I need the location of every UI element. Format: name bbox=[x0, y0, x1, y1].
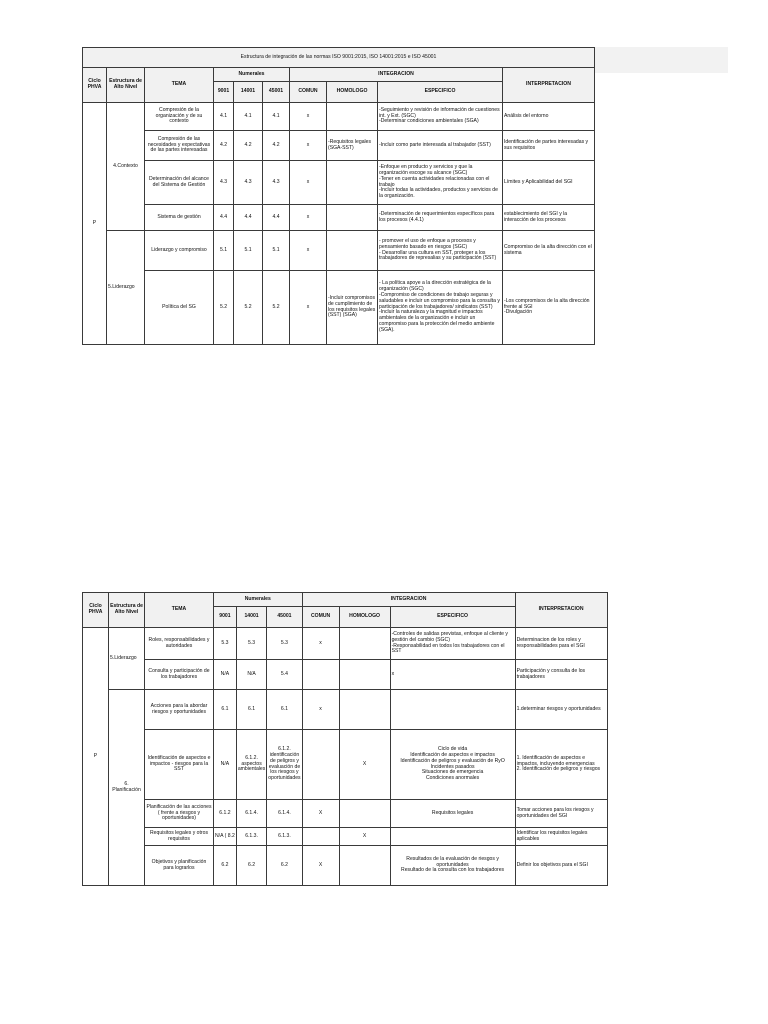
n14001-cell: 5.3 bbox=[236, 628, 266, 660]
homologo-cell: -Incluir compromisos de cumplimiento de los requisitos legales (SST) (SGA) bbox=[327, 271, 378, 345]
tema-cell: Requisitos legales y otros requisitos bbox=[145, 828, 214, 846]
group-cell: 4.Contexto bbox=[107, 103, 145, 231]
table-row bbox=[83, 231, 595, 271]
n9001-cell: 5.2 bbox=[214, 271, 234, 345]
table-row bbox=[83, 800, 608, 828]
n9001-cell: N/A bbox=[214, 660, 237, 690]
tema-cell: Política del SG bbox=[145, 271, 214, 345]
interpretacion-cell: Análisis del entorno bbox=[503, 103, 595, 131]
homologo-cell: X bbox=[339, 730, 390, 800]
comun-cell: x bbox=[290, 131, 327, 161]
homologo-cell bbox=[327, 103, 378, 131]
n14001-cell: 5.1 bbox=[234, 231, 263, 271]
header-45001: 45001 bbox=[267, 607, 302, 628]
n14001-cell: 6.1 bbox=[236, 690, 266, 730]
especifico-cell: -Controles de salidas previstas, enfoque al cliente y gestión del cambio (SGC) -Responsabilidad en todos los trabajadores con el SST bbox=[390, 628, 515, 660]
header-homologo: HOMOLOGO bbox=[339, 607, 390, 628]
tema-cell: Compresión de las necesidades y expectativas de las partes interesadas bbox=[145, 131, 214, 161]
comun-cell: x bbox=[290, 231, 327, 271]
interpretacion-cell: -Los compromisos de la alta dirección frente al SGI -Divulgación bbox=[503, 271, 595, 345]
header-especifico: ESPECIFICO bbox=[378, 82, 503, 103]
comun-cell: x bbox=[290, 103, 327, 131]
header-especifico: ESPECIFICO bbox=[390, 607, 515, 628]
table-title: Estructura de integración de las normas ISO 9001:2015, ISO 14001:2015 e ISO 45001 bbox=[83, 48, 595, 68]
tema-cell: Objetivos y planificación para lograrlos bbox=[145, 846, 214, 886]
tema-cell: Consulta y participación de los trabajadores bbox=[145, 660, 214, 690]
n9001-cell: 4.4 bbox=[214, 205, 234, 231]
header-homologo: HOMOLOGO bbox=[327, 82, 378, 103]
phase-cell: P bbox=[83, 628, 109, 886]
n14001-cell: 4.2 bbox=[234, 131, 263, 161]
n14001-cell: 5.2 bbox=[234, 271, 263, 345]
n14001-cell: N/A bbox=[236, 660, 266, 690]
table-row bbox=[83, 131, 595, 161]
n45001-cell: 6.1 bbox=[267, 690, 302, 730]
table-row bbox=[83, 205, 595, 231]
tema-cell: Sistema de gestión bbox=[145, 205, 214, 231]
group-cell: 6. Planificación bbox=[109, 690, 145, 886]
homologo-cell bbox=[327, 205, 378, 231]
n9001-cell: 5.1 bbox=[214, 231, 234, 271]
n45001-cell: 6.2 bbox=[267, 846, 302, 886]
especifico-cell bbox=[390, 690, 515, 730]
n45001-cell: 4.3 bbox=[263, 161, 290, 205]
especifico-cell: - La política apoye a la dirección estratégica de la organización (SGC) -Compromiso de condiciones de trabajo seguras y saludables e incluir un compromiso para la consulta y participación de los trabajadores/ sindicatos (SST) -Incluir la naturaleza y la magnitud e impactos ambientales de la organización e incluir un compromiso para la protección del medio ambiente (SGA). bbox=[378, 271, 503, 345]
interpretacion-cell: 1.determinar riesgos y oportunidades bbox=[515, 690, 607, 730]
n14001-cell: 4.3 bbox=[234, 161, 263, 205]
n9001-cell: 4.1 bbox=[214, 103, 234, 131]
table-row bbox=[83, 846, 608, 886]
n45001-cell: 6.1.3. bbox=[267, 828, 302, 846]
n9001-cell: N/A bbox=[214, 730, 237, 800]
header-14001: 14001 bbox=[234, 82, 263, 103]
comun-cell bbox=[302, 828, 339, 846]
n45001-cell: 6.1.2. identificación de peligros y evaluación de los riesgos y oportunidades bbox=[267, 730, 302, 800]
header-interpretacion: INTERPRETACION bbox=[503, 68, 595, 103]
homologo-cell bbox=[339, 628, 390, 660]
n45001-cell: 5.2 bbox=[263, 271, 290, 345]
n14001-cell: 4.4 bbox=[234, 205, 263, 231]
especifico-cell bbox=[390, 828, 515, 846]
table-row bbox=[83, 271, 595, 345]
interpretacion-cell: Definir los objetivos para el SGI bbox=[515, 846, 607, 886]
header-estructura: Estructura de Alto Nivel bbox=[107, 68, 145, 103]
especifico-cell: -Determinación de requerimientos específicos para los procesos (4.4.1) bbox=[378, 205, 503, 231]
n9001-cell: N/A ( 8.2 bbox=[214, 828, 237, 846]
homologo-cell: X bbox=[339, 828, 390, 846]
integration-table-2 bbox=[82, 592, 608, 886]
homologo-cell: -Requisitos legales (SGA-SST) bbox=[327, 131, 378, 161]
header-integracion: INTEGRACION bbox=[290, 68, 503, 82]
header-estructura: Estructura de Alto Nivel bbox=[109, 593, 145, 628]
integration-table-1 bbox=[82, 47, 595, 345]
n45001-cell: 5.1 bbox=[263, 231, 290, 271]
header-tema: TEMA bbox=[145, 68, 214, 103]
header-numerales: Numerales bbox=[214, 593, 303, 607]
header-9001: 9001 bbox=[214, 82, 234, 103]
table-row bbox=[83, 828, 608, 846]
especifico-cell: Resultados de la evaluación de riesgos y oportunidades Resultado de la consulta con los trabajadores bbox=[390, 846, 515, 886]
n45001-cell: 4.2 bbox=[263, 131, 290, 161]
especifico-cell: -Enfoque en producto y servicios y que la organización escoge su alcance (SGC) -Tener en cuenta actividades relacionadas con el trabajo -Incluir todas la actividades, productos y servicios de la organización. bbox=[378, 161, 503, 205]
especifico-cell: -Seguimiento y revisión de información de cuestiones int. y Ext. (SGC) -Determinar condiciones ambientales (SGA) bbox=[378, 103, 503, 131]
homologo-cell bbox=[339, 660, 390, 690]
group-cell: 5.Liderazgo bbox=[107, 231, 145, 345]
comun-cell bbox=[302, 660, 339, 690]
interpretacion-cell: Límites y Aplicabilidad del SGI bbox=[503, 161, 595, 205]
table-row bbox=[83, 660, 608, 690]
especifico-cell: -Incluir como parte interesada al trabajador (SST) bbox=[378, 131, 503, 161]
group-cell: 5.Liderazgo bbox=[109, 628, 145, 690]
n9001-cell: 4.2 bbox=[214, 131, 234, 161]
header-14001: 14001 bbox=[236, 607, 266, 628]
table-row bbox=[83, 161, 595, 205]
header-comun: COMUN bbox=[302, 607, 339, 628]
especifico-cell: Requisitos legales bbox=[390, 800, 515, 828]
tema-cell: Determinación del alcance del Sistema de Gestión bbox=[145, 161, 214, 205]
n45001-cell: 6.1.4. bbox=[267, 800, 302, 828]
header-integracion: INTEGRACION bbox=[302, 593, 515, 607]
interpretacion-cell: establecimiento del SGI y la interacción de los procesos bbox=[503, 205, 595, 231]
interpretacion-cell: 1. Identificación de aspectos e impactos, incluyendo emergencias 2. Identificación de peligros y riesgos bbox=[515, 730, 607, 800]
n9001-cell: 5.3 bbox=[214, 628, 237, 660]
comun-cell: X bbox=[302, 800, 339, 828]
n9001-cell: 6.1 bbox=[214, 690, 237, 730]
n45001-cell: 4.4 bbox=[263, 205, 290, 231]
comun-cell: x bbox=[290, 161, 327, 205]
n14001-cell: 4.1 bbox=[234, 103, 263, 131]
header-9001: 9001 bbox=[214, 607, 237, 628]
comun-cell: x bbox=[290, 271, 327, 345]
homologo-cell bbox=[339, 800, 390, 828]
header-45001: 45001 bbox=[263, 82, 290, 103]
homologo-cell bbox=[327, 231, 378, 271]
n14001-cell: 6.1.3. bbox=[236, 828, 266, 846]
comun-cell: x bbox=[302, 628, 339, 660]
sheet-shaded-strip bbox=[592, 47, 728, 73]
comun-cell: X bbox=[302, 846, 339, 886]
especifico-cell: Ciclo de vida Identificación de aspectos e impactos Identificación de peligros y evaluación de RyO Incidentes pasados Situaciones de emergencia Condiciones anormales bbox=[390, 730, 515, 800]
header-tema: TEMA bbox=[145, 593, 214, 628]
header-interpretacion: INTERPRETACION bbox=[515, 593, 607, 628]
table-row bbox=[83, 690, 608, 730]
homologo-cell bbox=[327, 161, 378, 205]
n14001-cell: 6.2 bbox=[236, 846, 266, 886]
tema-cell: Liderazgo y compromiso bbox=[145, 231, 214, 271]
interpretacion-cell: Identificar los requisitos legales aplicables bbox=[515, 828, 607, 846]
interpretacion-cell: Identificación de partes interesadas y sus requisitos bbox=[503, 131, 595, 161]
header-ciclo: Ciclo PHVA bbox=[83, 68, 107, 103]
phase-cell: P bbox=[83, 103, 107, 345]
interpretacion-cell: Determinacion de los roles y responsabilidades para el SGI bbox=[515, 628, 607, 660]
comun-cell: x bbox=[290, 205, 327, 231]
especifico-cell: x bbox=[390, 660, 515, 690]
header-comun: COMUN bbox=[290, 82, 327, 103]
homologo-cell bbox=[339, 690, 390, 730]
tema-cell: Compresión de la organización y de su contexto bbox=[145, 103, 214, 131]
tema-cell: Roles, responsabilidades y autoridades bbox=[145, 628, 214, 660]
n9001-cell: 6.1.2 bbox=[214, 800, 237, 828]
n14001-cell: 6.1.4. bbox=[236, 800, 266, 828]
tema-cell: Identificación de aspectos e impactos - riesgos para la SST bbox=[145, 730, 214, 800]
n45001-cell: 5.4 bbox=[267, 660, 302, 690]
n45001-cell: 4.1 bbox=[263, 103, 290, 131]
n9001-cell: 4.3 bbox=[214, 161, 234, 205]
interpretacion-cell: Tomar acciones para los riesgos y oportunidades del SGI bbox=[515, 800, 607, 828]
table-row bbox=[83, 730, 608, 800]
especifico-cell: - promover el uso de enfoque a procesos y pensamiento basado en riesgos (SGC) - Desarrollar una cultura en SST, proteger a los trabajadores de represalias y su participación (SST) bbox=[378, 231, 503, 271]
n9001-cell: 6.2 bbox=[214, 846, 237, 886]
n14001-cell: 6.1.2. aspectos ambientales bbox=[236, 730, 266, 800]
n45001-cell: 5.3 bbox=[267, 628, 302, 660]
tema-cell: Planificación de las acciones ( frente a riesgos y oportunidades) bbox=[145, 800, 214, 828]
comun-cell: x bbox=[302, 690, 339, 730]
table-row bbox=[83, 103, 595, 131]
homologo-cell bbox=[339, 846, 390, 886]
header-numerales: Numerales bbox=[214, 68, 290, 82]
interpretacion-cell: Participación y consulta de los trabajadores bbox=[515, 660, 607, 690]
interpretacion-cell: Compromiso de la alta dirección con el sistema bbox=[503, 231, 595, 271]
table-row bbox=[83, 628, 608, 660]
header-ciclo: Ciclo PHVA bbox=[83, 593, 109, 628]
comun-cell bbox=[302, 730, 339, 800]
tema-cell: Acciones para la abordar riesgos y oportunidades bbox=[145, 690, 214, 730]
